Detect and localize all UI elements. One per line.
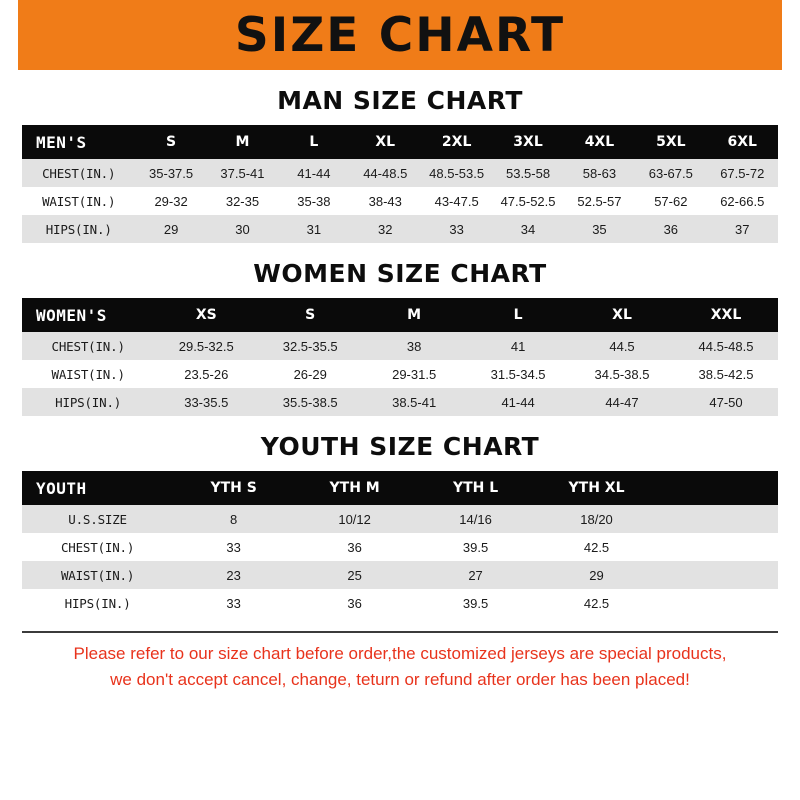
women-hips-m: 38.5-41: [362, 388, 466, 416]
men-waist-3xl: 47.5-52.5: [492, 187, 563, 215]
men-col-5xl: 5XL: [635, 125, 706, 159]
men-waist-l: 35-38: [278, 187, 349, 215]
footer-note: [0, 633, 800, 692]
table-row: [22, 187, 778, 215]
men-waist-m: 32-35: [207, 187, 278, 215]
table-header-row: [22, 125, 778, 159]
table-row: [22, 360, 778, 388]
banner-edge-right: [782, 0, 800, 70]
men-chest-l: 41-44: [278, 159, 349, 187]
page-title: SIZE CHART: [234, 7, 566, 63]
women-hips-xxl: 47-50: [674, 388, 778, 416]
women-waist-s: 26-29: [258, 360, 362, 388]
youth-hips-xl: 42.5: [536, 589, 657, 617]
men-chest-xl: 44-48.5: [350, 159, 421, 187]
table-header-row: [22, 298, 778, 332]
men-hips-xl: 32: [350, 215, 421, 243]
men-chest-s: 35-37.5: [135, 159, 206, 187]
youth-waist-empty: [657, 561, 778, 589]
men-row-header: MEN'S: [22, 125, 135, 159]
men-waist-5xl: 57-62: [635, 187, 706, 215]
women-chest-s: 32.5-35.5: [258, 332, 362, 360]
men-col-4xl: 4XL: [564, 125, 635, 159]
youth-hips-l: 39.5: [415, 589, 536, 617]
youth-waist-s: 23: [173, 561, 294, 589]
youth-chest-empty: [657, 533, 778, 561]
youth-ussize-l: 14/16: [415, 505, 536, 533]
youth-chest-m: 36: [294, 533, 415, 561]
women-row-header: WOMEN'S: [22, 298, 154, 332]
women-hips-xl: 44-47: [570, 388, 674, 416]
women-col-s: S: [258, 298, 362, 332]
women-row-label-waist: WAIST(IN.): [22, 360, 154, 388]
men-hips-3xl: 34: [492, 215, 563, 243]
youth-waist-l: 27: [415, 561, 536, 589]
men-waist-2xl: 43-47.5: [421, 187, 492, 215]
men-hips-2xl: 33: [421, 215, 492, 243]
men-col-6xl: 6XL: [707, 125, 778, 159]
footer-note-line-1: Please refer to our size chart before order,the customized jerseys are special products,: [73, 644, 727, 663]
youth-chest-xl: 42.5: [536, 533, 657, 561]
women-chest-xl: 44.5: [570, 332, 674, 360]
men-waist-6xl: 62-66.5: [707, 187, 778, 215]
youth-chest-l: 39.5: [415, 533, 536, 561]
youth-row-header: YOUTH: [22, 471, 173, 505]
women-hips-xs: 33-35.5: [154, 388, 258, 416]
men-chest-2xl: 48.5-53.5: [421, 159, 492, 187]
youth-row-label-ussize: U.S.SIZE: [22, 505, 173, 533]
youth-waist-xl: 29: [536, 561, 657, 589]
women-row-label-chest: CHEST(IN.): [22, 332, 154, 360]
men-waist-xl: 38-43: [350, 187, 421, 215]
men-chest-6xl: 67.5-72: [707, 159, 778, 187]
youth-col-xl: YTH XL: [536, 471, 657, 505]
men-row-label-chest: CHEST(IN.): [22, 159, 135, 187]
women-chest-l: 41: [466, 332, 570, 360]
women-waist-xxl: 38.5-42.5: [674, 360, 778, 388]
youth-row-label-waist: WAIST(IN.): [22, 561, 173, 589]
section-title-man: MAN SIZE CHART: [277, 86, 523, 115]
women-chest-xs: 29.5-32.5: [154, 332, 258, 360]
women-size-table: [22, 298, 778, 416]
youth-chest-s: 33: [173, 533, 294, 561]
youth-col-l: YTH L: [415, 471, 536, 505]
men-size-table: [22, 125, 778, 243]
men-hips-l: 31: [278, 215, 349, 243]
youth-col-empty: [657, 471, 778, 505]
women-row-label-hips: HIPS(IN.): [22, 388, 154, 416]
women-col-xxl: XXL: [674, 298, 778, 332]
youth-row-label-chest: CHEST(IN.): [22, 533, 173, 561]
youth-ussize-s: 8: [173, 505, 294, 533]
youth-waist-m: 25: [294, 561, 415, 589]
table-header-row: [22, 471, 778, 505]
men-hips-5xl: 36: [635, 215, 706, 243]
table-row: [22, 505, 778, 533]
women-waist-xs: 23.5-26: [154, 360, 258, 388]
men-col-s: S: [135, 125, 206, 159]
table-row: [22, 561, 778, 589]
women-waist-l: 31.5-34.5: [466, 360, 570, 388]
youth-row-label-hips: HIPS(IN.): [22, 589, 173, 617]
men-col-xl: XL: [350, 125, 421, 159]
men-hips-6xl: 37: [707, 215, 778, 243]
women-waist-xl: 34.5-38.5: [570, 360, 674, 388]
men-chest-m: 37.5-41: [207, 159, 278, 187]
youth-size-table: [22, 471, 778, 617]
men-chest-3xl: 53.5-58: [492, 159, 563, 187]
charts-container: [0, 86, 800, 617]
women-chest-m: 38: [362, 332, 466, 360]
youth-ussize-m: 10/12: [294, 505, 415, 533]
table-row: [22, 215, 778, 243]
men-col-m: M: [207, 125, 278, 159]
women-waist-m: 29-31.5: [362, 360, 466, 388]
women-hips-s: 35.5-38.5: [258, 388, 362, 416]
men-hips-m: 30: [207, 215, 278, 243]
youth-col-m: YTH M: [294, 471, 415, 505]
women-col-xs: XS: [154, 298, 258, 332]
women-col-l: L: [466, 298, 570, 332]
youth-hips-empty: [657, 589, 778, 617]
men-col-l: L: [278, 125, 349, 159]
men-waist-s: 29-32: [135, 187, 206, 215]
banner-edge-left: [0, 0, 18, 70]
men-col-2xl: 2XL: [421, 125, 492, 159]
table-row: [22, 533, 778, 561]
men-hips-s: 29: [135, 215, 206, 243]
men-chest-4xl: 58-63: [564, 159, 635, 187]
section-title-women: WOMEN SIZE CHART: [253, 259, 547, 288]
men-row-label-hips: HIPS(IN.): [22, 215, 135, 243]
women-chest-xxl: 44.5-48.5: [674, 332, 778, 360]
footer-note-line-2: we don't accept cancel, change, teturn or refund after order has been placed!: [110, 669, 690, 689]
youth-ussize-empty: [657, 505, 778, 533]
youth-hips-s: 33: [173, 589, 294, 617]
men-col-3xl: 3XL: [492, 125, 563, 159]
women-hips-l: 41-44: [466, 388, 570, 416]
table-row: [22, 159, 778, 187]
women-col-xl: XL: [570, 298, 674, 332]
men-hips-4xl: 35: [564, 215, 635, 243]
men-chest-5xl: 63-67.5: [635, 159, 706, 187]
youth-col-s: YTH S: [173, 471, 294, 505]
youth-hips-m: 36: [294, 589, 415, 617]
table-row: [22, 589, 778, 617]
youth-ussize-xl: 18/20: [536, 505, 657, 533]
section-title-youth: YOUTH SIZE CHART: [260, 432, 540, 461]
women-col-m: M: [362, 298, 466, 332]
table-row: [22, 332, 778, 360]
header-banner: [0, 0, 800, 70]
table-row: [22, 388, 778, 416]
men-waist-4xl: 52.5-57: [564, 187, 635, 215]
men-row-label-waist: WAIST(IN.): [22, 187, 135, 215]
